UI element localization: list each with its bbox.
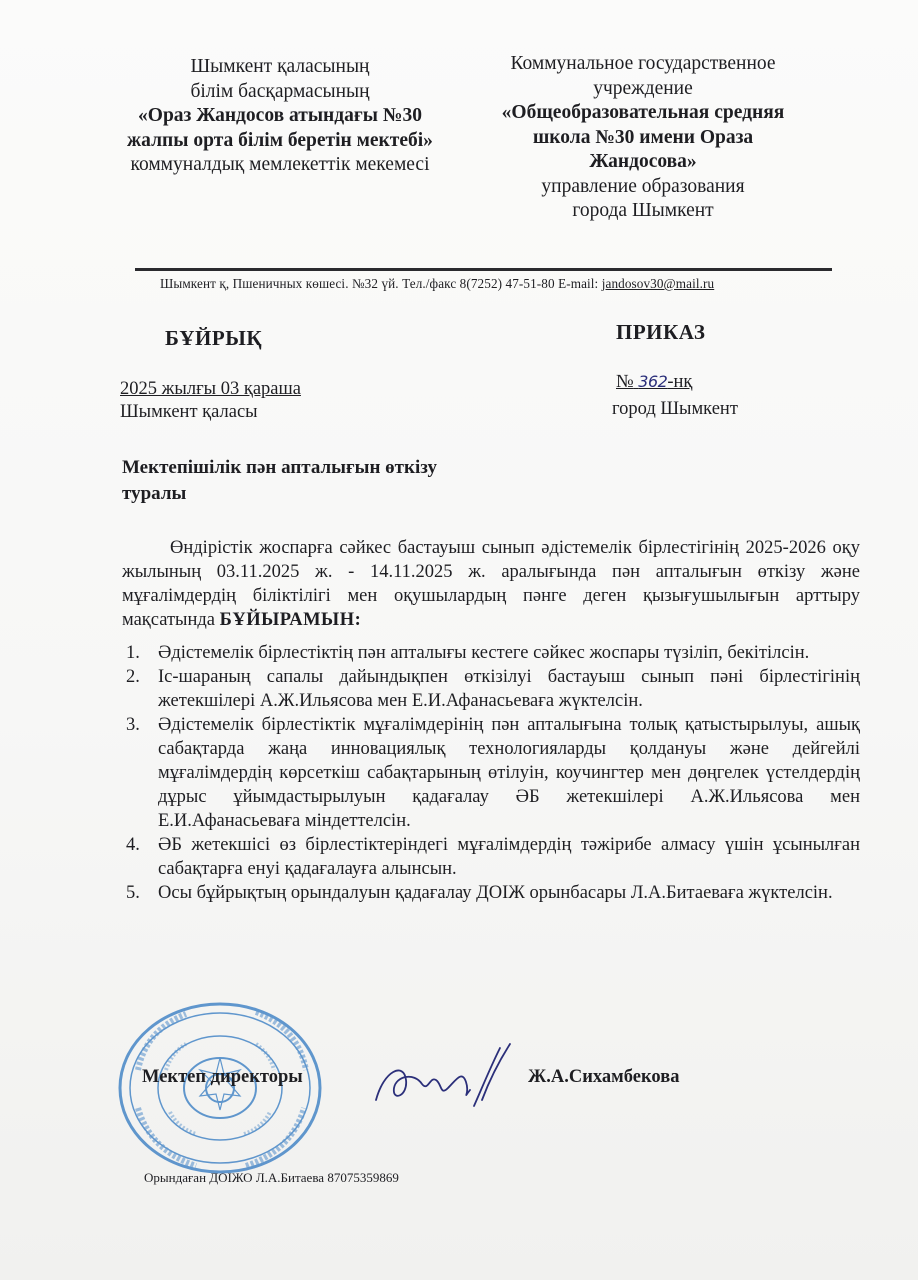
header-ru-line3: города Шымкент xyxy=(572,200,714,221)
email-link[interactable]: jandosov30@mail.ru xyxy=(601,276,715,291)
list-item: 3. Әдістемелік бірлестіктік мұғалімдерінің пән апталығына толық қатыстырылуы, ашық сабақтарда жаңа инновациялық технологияларды қолдануы және дейгейлі мұғалімдердің көрсеткіш сабақтарының өтілуін, коучингтер мен дөңгелек үстелдердің дұрыс ұйымдастырылуын қадағалау ӘБ жетекшілері А.Ж.Ильясова мен Е.И.Афанасьеваға міндеттелсін. xyxy=(126,715,860,831)
header-kazakh xyxy=(120,55,440,178)
header-ru-line2: управление образования xyxy=(541,175,745,197)
executor-note: Орындаған ДОІЖО Л.А.Битаева 87075359869 xyxy=(144,1170,399,1185)
list-item: 2. Іс-шараның сапалы дайындықпен өткізілуі бастауыш сынып пәні бірлестігінің жетекшілері А.Ж.Ильясова мен Е.И.Афанасьеваға жүктелсін. xyxy=(126,667,860,711)
address-line xyxy=(160,276,840,292)
signatory-position: Мектеп директоры xyxy=(142,1067,303,1087)
order-title-ru: ПРИКАЗ xyxy=(616,320,706,344)
header-kz-line1: Шымкент қаласының xyxy=(190,56,370,77)
intro-text: Өндірістік жоспарға сәйкес бастауыш сынып әдістемелік бірлестігінің 2025-2026 оқу жылының 03.11.2025 ж. - 14.11.2025 ж. аралығында пән апталығын өткізу және мұғалімдердің біліктілігі мен оқушылардың пәнге деген қызығушылығын арттыру мақсатында xyxy=(122,538,860,630)
header-divider xyxy=(135,268,832,271)
order-date: 2025 жылғы 03 қараша xyxy=(120,379,301,399)
list-item: 1. Әдістемелік бірлестіктің пән апталығы кестеге сәйкес жоспары түзіліп, бекітілсін. xyxy=(126,643,810,663)
order-number xyxy=(616,372,692,393)
order-suffix: -нқ xyxy=(667,372,693,392)
header-kz-line3: коммуналдық мемлекеттік мекемесі xyxy=(130,154,430,175)
list-item: 4. ӘБ жетекшісі өз бірлестіктеріндегі мұғалімдердің тәжірибе алмасу үшін ұсынылған сабақтарға енуі қадағалауға алынсын. xyxy=(126,835,860,879)
order-number-handwritten: 362 xyxy=(638,372,668,391)
order-subject: Мектепішілік пән апталығын өткізу туралы xyxy=(122,457,437,504)
address-text: Шымкент қ, Пшеничных көшесі. №32 үй. Тел./факс 8(7252) 47-51-80 E-mail: xyxy=(160,276,599,291)
signatory-name: Ж.А.Сихамбекова xyxy=(528,1067,680,1087)
city-kz: Шымкент қаласы xyxy=(120,402,258,422)
header-russian xyxy=(478,52,808,224)
order-word: БҰЙЫРАМЫН: xyxy=(219,610,362,630)
order-prefix: № xyxy=(616,372,634,392)
city-ru: город Шымкент xyxy=(612,399,738,419)
list-item: 5. Осы бұйрықтың орындалуын қадағалау ДОІЖ орынбасары Л.А.Битаеваға жүктелсін. xyxy=(126,883,833,903)
header-ru-line1: Коммунальное государственное учреждение xyxy=(510,53,776,99)
handwritten-signature xyxy=(370,1040,520,1120)
header-ru-school-name: «Общеобразовательная средняя школа №30 имени Ораза Жандосова» xyxy=(501,102,785,172)
intro-paragraph xyxy=(122,536,860,632)
header-kz-school-name: «Ораз Жандосов атындағы №30 жалпы орта білім беретін мектебі» xyxy=(127,105,433,151)
order-items-list xyxy=(126,641,860,905)
order-title-kz: БҰЙРЫҚ xyxy=(165,326,263,350)
official-stamp xyxy=(116,1000,324,1176)
header-kz-line2: білім басқармасының xyxy=(190,80,370,102)
